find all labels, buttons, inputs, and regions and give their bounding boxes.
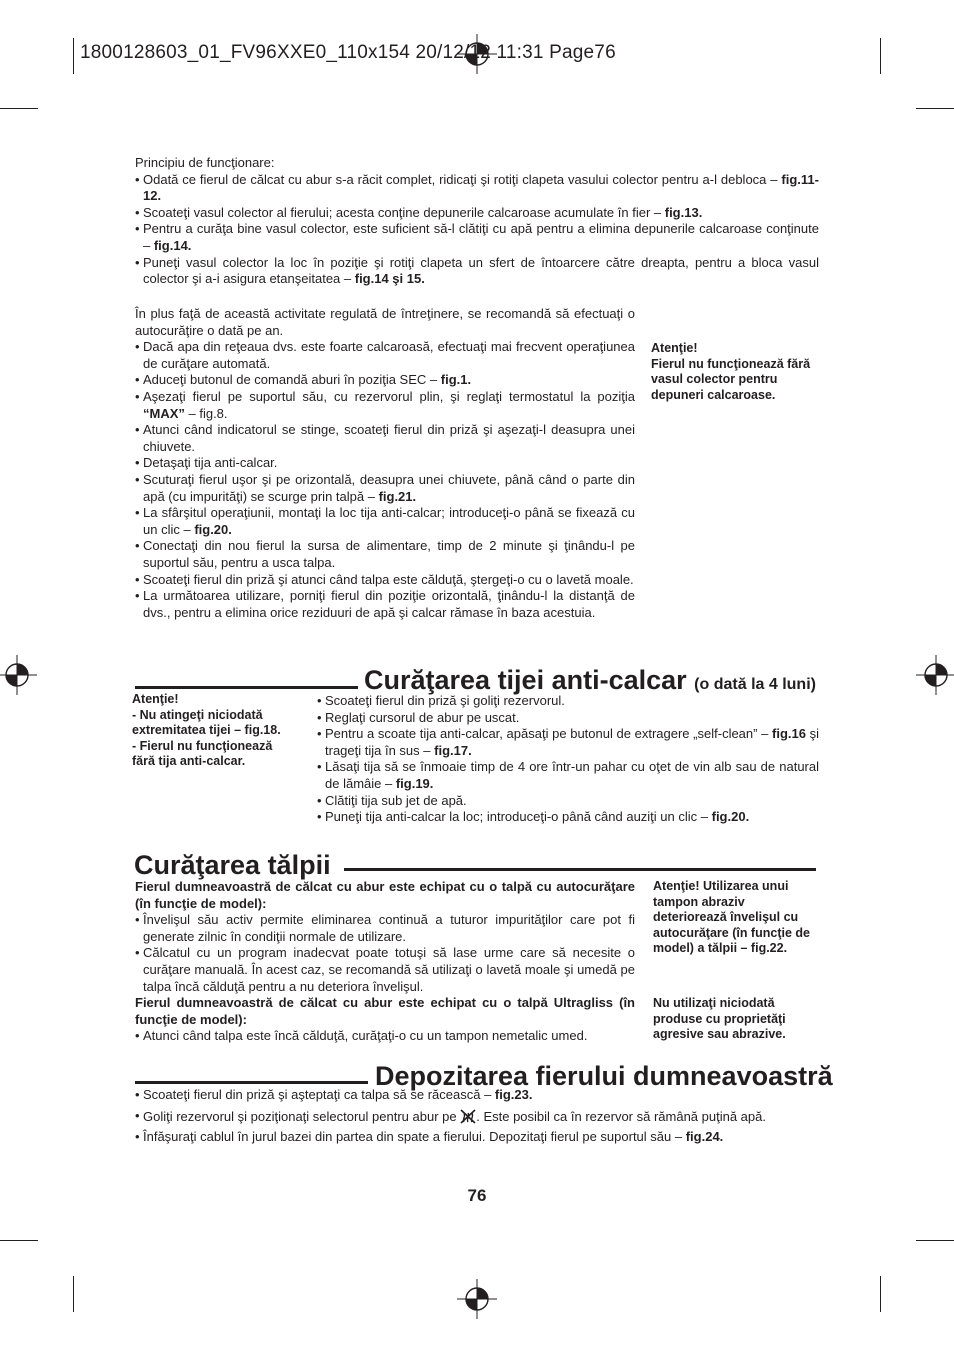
registration-mark-icon	[457, 1279, 497, 1319]
no-steam-icon	[460, 1108, 476, 1124]
registration-mark-icon	[916, 655, 954, 695]
heading-rule	[135, 686, 358, 689]
list-item: • Pentru a curăţa bine vasul colector, este suficient să-l clătiţi cu apă pentru a elimina depunerile calcaroase conţinute – fig.14.	[135, 221, 819, 254]
list-item: • Dacă apa din reţeaua dvs. este foarte calcaroasă, efectuaţi mai frecvent operaţiunea de curăţare automată.	[135, 339, 635, 372]
list-item: • Detaşaţi tija anti-calcar.	[135, 455, 635, 472]
list-item: • Puneţi vasul colector la loc în poziţie şi rotiţi clapeta un sfert de întoarcere către dreapta, pentru a bloca vasul colector şi a-i asigura etanşeitatea – fig.14 şi 15.	[135, 255, 819, 288]
list-item: • Învelişul său activ permite eliminarea continuă a tuturor impurităţilor care pot fi generate zilnic în condiţii normale de utilizare.	[135, 912, 635, 945]
list-item: • Reglaţi cursorul de abur pe uscat.	[317, 710, 819, 727]
selfclean-warning-note: Atenţie! Fierul nu funcţionează fără vasul colector pentru depuneri calcaroase.	[651, 341, 811, 402]
list-item: • Clătiţi tija sub jet de apă.	[317, 793, 819, 810]
crop-mark	[916, 108, 954, 109]
storage-section-title: Depozitarea fierului dumneavoastră	[375, 1061, 833, 1091]
soleplate-block	[135, 879, 635, 1045]
list-item: • Scoateţi fierul din priză şi atunci când talpa este călduţă, ştergeţi-o cu o lavetă moale.	[135, 572, 635, 589]
soleplate-lead-1: Fierul dumneavoastră de călcat cu abur este echipat cu o talpă cu autocurăţare (în funcţie de model):	[135, 879, 635, 911]
list-item: • Înfăşuraţi cablul în jurul bazei din partea din spate a fierului. Depozitaţi fierul pe suportul său – fig.24.	[135, 1129, 825, 1146]
crop-mark	[0, 108, 38, 109]
list-item: • Aduceţi butonul de comandă aburi în poziţia SEC – fig.1.	[135, 372, 635, 389]
list-item: • La următoarea utilizare, porniţi fierul din poziţie orizontală, ţinându-l la distanţă de dvs., pentru a elimina orice reziduuri de apă şi calcar rămase în baza acestuia.	[135, 588, 635, 621]
intro-title: Principiu de funcţionare:	[135, 155, 275, 170]
crop-mark	[916, 1240, 954, 1241]
storage-block	[135, 1087, 825, 1146]
crop-mark	[0, 1240, 38, 1241]
page-number: 76	[467, 1186, 487, 1205]
registration-mark-icon	[0, 655, 37, 695]
list-item: • Aşezaţi fierul pe suportul său, cu rezervorul plin, şi reglaţi termostatul la poziţia “MAX” – fig.8.	[135, 389, 635, 422]
crop-mark	[880, 1276, 881, 1312]
print-slug: 1800128603_01_FV96XXE0_110x154 20/12/12 11:31 Page76	[80, 42, 616, 63]
intro-block	[135, 155, 819, 288]
list-item: • Scuturaţi fierul uşor şi pe orizontală, deasupra unei chiuvete, până când o parte din apă (cu impurităţi) se scurge prin talpă – fig.21.	[135, 472, 635, 505]
crop-mark	[73, 38, 74, 74]
soleplate-lead-2: Fierul dumneavoastră de călcat cu abur este echipat cu o talpă Ultragliss (în funcţie de model):	[135, 995, 635, 1027]
crop-mark	[73, 1276, 74, 1312]
list-item: • Puneţi tija anti-calcar la loc; introduceţi-o până când auziţi un clic – fig.20.	[317, 809, 819, 826]
soleplate-abrasive-note: Nu utilizaţi niciodată produse cu proprietăţi agresive sau abrazive.	[653, 996, 786, 1041]
soleplate-section-title: Curăţarea tălpii	[134, 850, 331, 880]
heading-rule	[135, 1081, 368, 1084]
list-item: • Conectaţi din nou fierul la sursa de alimentare, timp de 2 minute şi ţinându-l pe suportul său, pentru a usca talpa.	[135, 538, 635, 571]
soleplate-warning-note: Atenţie! Utilizarea unui tampon abraziv deteriorează învelişul cu autocurăţare (în funcţie de model) a tălpii – fig.22.	[653, 879, 810, 955]
rod-steps-block	[317, 693, 819, 826]
list-item: • La sfârşitul operaţiunii, montaţi la loc tija anti-calcar; introduceţi-o până se fixează cu un clic – fig.20.	[135, 505, 635, 538]
list-item: • Goliţi rezervorul şi poziţionaţi selectorul pentru abur pe . Este posibil ca în rezervor să rămână puţină apă.	[135, 1108, 825, 1126]
selfclean-block	[135, 306, 635, 621]
crop-mark	[880, 38, 881, 74]
list-item: • Scoateţi vasul colector al fierului; acesta conţine depunerile calcaroase acumulate în fier – fig.13.	[135, 205, 819, 222]
rod-section-title: Curăţarea tijei anti-calcar (o dată la 4 luni)	[364, 665, 816, 695]
list-item: • Lăsaţi tija să se înmoaie timp de 4 ore într-un pahar cu oţet de vin alb sau de natural de lămâie – fig.19.	[317, 759, 819, 792]
list-item: • Călcatul cu un program inadecvat poate totuşi să lase urme care să necesite o curăţare manuală. În acest caz, se recomandă să utilizaţi o lavetă moale şi umedă pe talpa încă călduţă pentru a nu deteriora învelişul.	[135, 945, 635, 995]
list-item: • Odată ce fierul de călcat cu abur s-a răcit complet, ridicaţi şi rotiţi clapeta vasului colector pentru a-l debloca – fig.11- 12.	[135, 172, 819, 205]
list-item: • Atunci când indicatorul se stinge, scoateţi fierul din priză şi aşezaţi-l deasupra unei chiuvete.	[135, 422, 635, 455]
selfclean-intro: În plus faţă de această activitate regulată de întreţinere, se recomandă să efectuaţi o autocurăţire o dată pe an.	[135, 306, 635, 338]
list-item: • Scoateţi fierul din priză şi goliţi rezervorul.	[317, 693, 819, 710]
list-item: • Atunci când talpa este încă călduţă, curăţaţi-o cu un tampon nemetalic umed.	[135, 1028, 635, 1045]
rod-warning-note: Atenţie! - Nu atingeţi niciodată extremitatea tijei – fig.18. - Fierul nu funcţionează fără tija anti-calcar.	[132, 692, 281, 768]
list-item: • Pentru a scoate tija anti-calcar, apăsaţi pe butonul de extragere „self-clean” – fig.16 şi trageţi tija în sus – fig.17.	[317, 726, 819, 759]
heading-rule	[344, 868, 816, 871]
list-item: • Scoateţi fierul din priză şi aşteptaţi ca talpa să se răcească – fig.23.	[135, 1087, 825, 1104]
